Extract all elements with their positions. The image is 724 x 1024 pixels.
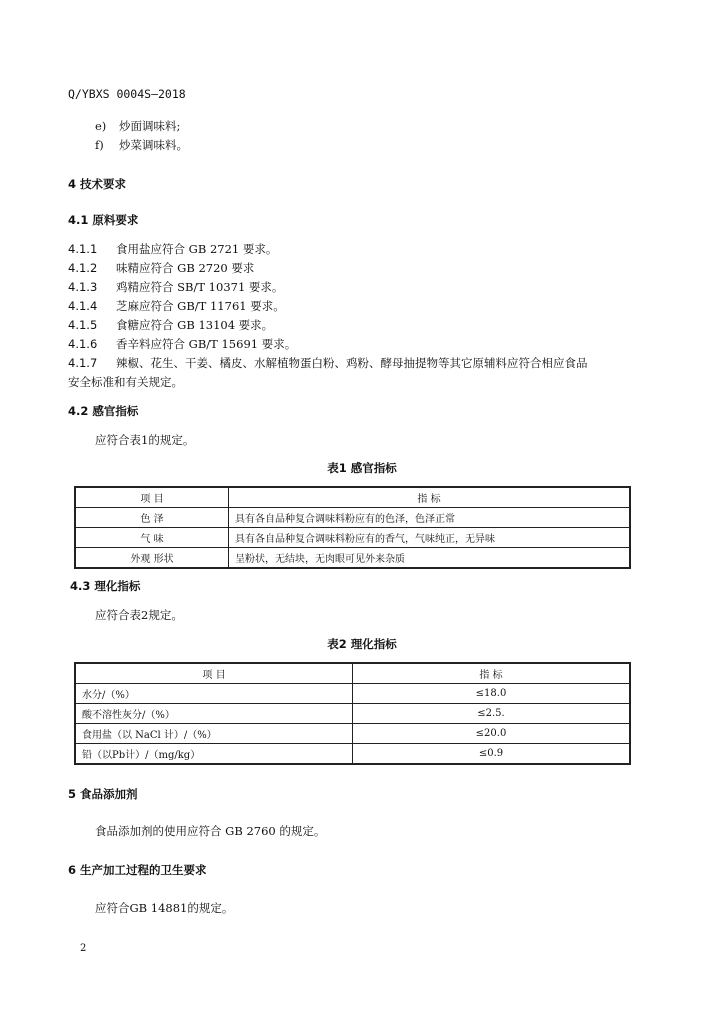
table-row: [75, 528, 630, 548]
section-4-heading: 4 技术要求: [68, 177, 127, 191]
clause-4-1-1: 4.1.1 食用盐应符合 GB 2721 要求。: [68, 242, 278, 256]
table-row: [75, 684, 630, 704]
table-cell: 水分/（%）: [75, 684, 353, 704]
table-header-cell: 项 目: [75, 487, 229, 508]
table-cell: ≤0.9: [353, 744, 631, 765]
section-6-text: 应符合GB 14881的规定。: [95, 901, 234, 915]
standard-code: Q/YBXS 0004S—2018: [68, 87, 186, 101]
clause-4-1-7: 4.1.7 辣椒、花生、干姜、橘皮、水解植物蛋白粉、鸡粉、酵母抽提物等其它原辅料应符合相应食品: [68, 356, 588, 370]
section-5-heading: 5 食品添加剂: [68, 787, 138, 801]
clause-4-1-2: 4.1.2 味精应符合 GB 2720 要求: [68, 261, 255, 275]
list-text: 炒面调味料;: [119, 119, 181, 133]
page-number: 2: [80, 943, 87, 954]
table-header-row: [75, 487, 630, 508]
table-row: [75, 704, 630, 724]
table-cell: 食用盐（以 NaCl 计）/（%）: [75, 724, 353, 744]
section-4-3-heading: 4.3 理化指标: [70, 579, 141, 593]
table-cell: 具有各自品种复合调味料粉应有的色泽，色泽正常: [229, 508, 631, 528]
table-header-cell: 指 标: [229, 487, 631, 508]
table-cell: 气 味: [75, 528, 229, 548]
clause-4-1-5: 4.1.5 食糖应符合 GB 13104 要求。: [68, 318, 274, 332]
table-cell: 酸不溶性灰分/（%）: [75, 704, 353, 724]
section-4-2-text: 应符合表1的规定。: [95, 433, 195, 447]
table-row: [75, 724, 630, 744]
table-row: [75, 744, 630, 765]
list-marker: f): [95, 138, 104, 152]
section-5-text: 食品添加剂的使用应符合 GB 2760 的规定。: [95, 824, 326, 838]
table-2: [74, 662, 631, 765]
table-row: [75, 508, 630, 528]
list-marker: e): [95, 119, 107, 133]
table-1: [74, 486, 631, 569]
table-cell: 外观 形状: [75, 548, 229, 569]
table-2-caption: 表2 理化指标: [327, 637, 397, 651]
list-item: [95, 117, 180, 135]
section-6-heading: 6 生产加工过程的卫生要求: [68, 863, 207, 877]
list-text: 炒菜调味料。: [119, 138, 188, 152]
table-cell: ≤2.5.: [353, 704, 631, 724]
clause-4-1-4: 4.1.4 芝麻应符合 GB/T 11761 要求。: [68, 299, 285, 313]
table-cell: 具有各自品种复合调味料粉应有的香气，气味纯正，无异味: [229, 528, 631, 548]
table-cell: 呈粉状，无结块，无肉眼可见外来杂质: [229, 548, 631, 569]
table-cell: 铅（以Pb计）/（mg/kg）: [75, 744, 353, 765]
table-header-cell: 项 目: [75, 663, 353, 684]
table-header-cell: 指 标: [353, 663, 631, 684]
table-1-caption: 表1 感官指标: [327, 461, 397, 475]
table-header-row: [75, 663, 630, 684]
table-cell: ≤20.0: [353, 724, 631, 744]
table-cell: ≤18.0: [353, 684, 631, 704]
list-item: [95, 136, 188, 154]
section-4-1-heading: 4.1 原料要求: [68, 213, 139, 227]
clause-4-1-3: 4.1.3 鸡精应符合 SB/T 10371 要求。: [68, 280, 284, 294]
table-row: [75, 548, 630, 569]
clause-4-1-6: 4.1.6 香辛料应符合 GB/T 15691 要求。: [68, 337, 297, 351]
clause-4-1-7-continuation: 安全标准和有关规定。: [68, 375, 183, 389]
section-4-2-heading: 4.2 感官指标: [68, 404, 139, 418]
section-4-3-text: 应符合表2规定。: [95, 608, 183, 622]
table-cell: 色 泽: [75, 508, 229, 528]
